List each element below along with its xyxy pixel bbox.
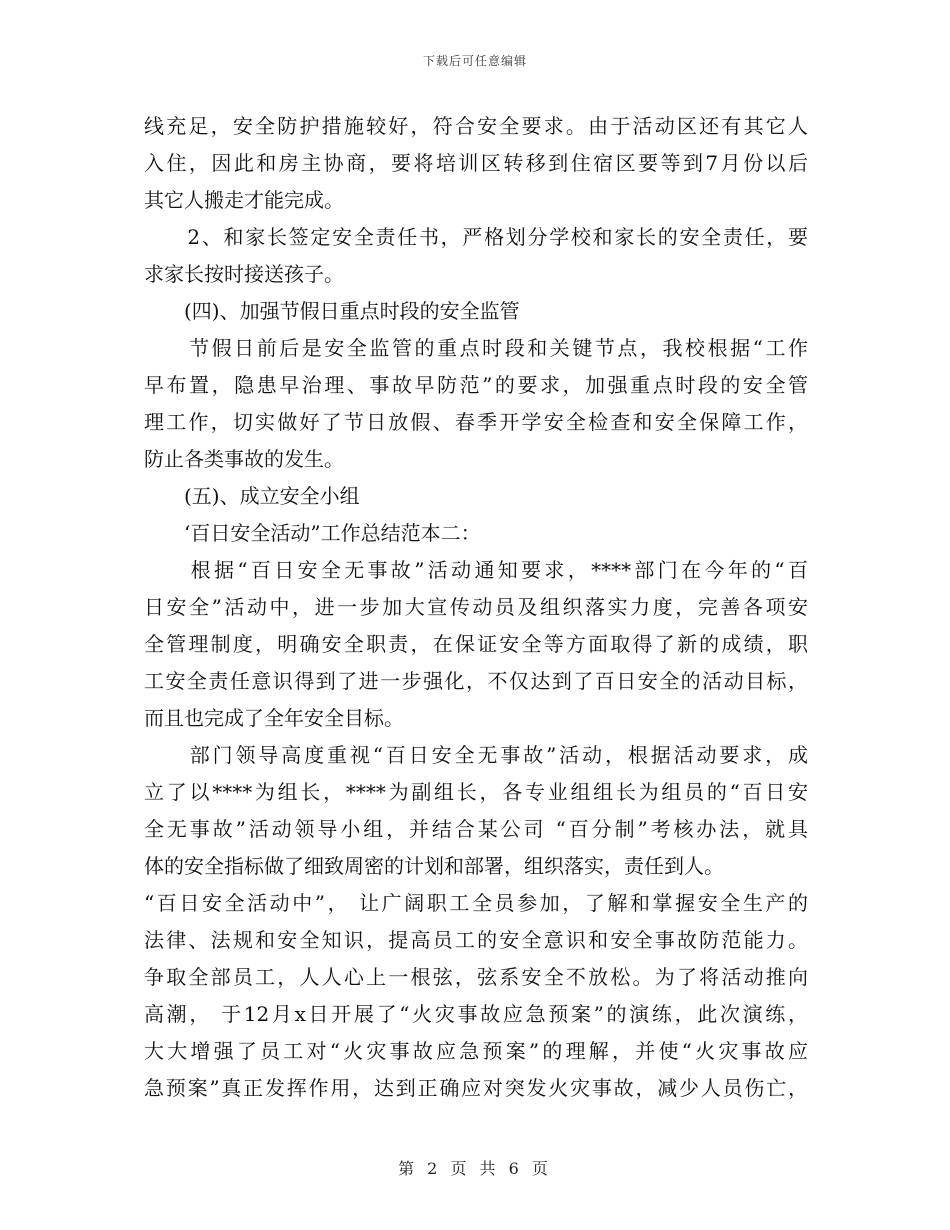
- section-heading-5: (五)、成立安全小组: [144, 484, 360, 508]
- text-line-3: 其它人搬走才能完成。: [144, 188, 344, 212]
- text-line-18: 部门领导高度重视“百日安全无事故”活动，根据活动要求，成: [144, 743, 808, 767]
- text-line-10: 防止各类事故的发生。: [144, 447, 344, 471]
- text-line-22: “百日安全活动中”， 让广阔职工全员参加，了解和掌握安全生产的: [144, 891, 808, 915]
- text-line-8: 早布置，隐患早治理、事故早防范”的要求，加强重点时段的安全管: [144, 373, 808, 397]
- text-line-25: 高潮， 于12月x日开展了“火灾事故应急预案”的演练，此次演练，: [144, 1002, 808, 1026]
- section-heading-4: (四)、加强节假日重点时段的安全监管: [144, 299, 520, 323]
- document-body: [144, 108, 808, 1107]
- text-line-7: 节假日前后是安全监管的重点时段和关键节点，我校根据“工作: [144, 336, 808, 360]
- text-line-13: 根据“百日安全无事故”活动通知要求，****部门在今年的“百: [144, 558, 808, 582]
- text-line-20: 全无事故”活动领导小组，并结合某公司 “百分制”考核办法，就具: [144, 817, 808, 841]
- text-line-9: 理工作，切实做好了节日放假、春季开学安全检查和安全保障工作，: [144, 410, 808, 434]
- text-line-21: 体的安全指标做了细致周密的计划和部署，组织落实，责任到人。: [144, 854, 724, 878]
- text-line-5: 求家长按时接送孩子。: [144, 262, 344, 286]
- text-line-4: 2、和家长签定安全责任书，严格划分学校和家长的安全责任，要: [144, 225, 808, 249]
- page-header-note: 下载后可任意编辑: [422, 54, 527, 68]
- text-line-17: 而且也完成了全年安全目标。: [144, 706, 404, 730]
- text-line-1: 线充足，安全防护措施较好，符合安全要求。由于活动区还有其它人: [144, 114, 808, 138]
- text-line-26: 大大增强了员工对“火灾事故应急预案”的理解，并使“火灾事故应: [144, 1039, 808, 1063]
- text-line-2: 入住，因此和房主协商，要将培训区转移到住宿区要等到7月份以后: [144, 151, 808, 175]
- text-line-24: 争取全部员工，人人心上一根弦，弦系安全不放松。为了将活动推向: [144, 965, 808, 989]
- text-line-19: 立了以****为组长，****为副组长，各专业组组长为组员的“百日安: [144, 780, 808, 804]
- sample-title: ‘百日安全活动”工作总结范本二：: [144, 521, 481, 545]
- text-line-23: 法律、法规和安全知识，提高员工的安全意识和安全事故防范能力。: [144, 928, 808, 952]
- text-line-14: 日安全”活动中，进一步加大宣传动员及组织落实力度，完善各项安: [144, 595, 808, 619]
- page-number-footer: 第 2 页 共 6 页: [398, 1159, 552, 1178]
- text-line-16: 工安全责任意识得到了进一步强化，不仅达到了百日安全的活动目标，: [144, 669, 808, 693]
- text-line-15: 全管理制度，明确安全职责，在保证安全等方面取得了新的成绩，职: [144, 632, 808, 656]
- text-line-27: 急预案”真正发挥作用，达到正确应对突发火灾事故，减少人员伤亡，: [144, 1076, 808, 1100]
